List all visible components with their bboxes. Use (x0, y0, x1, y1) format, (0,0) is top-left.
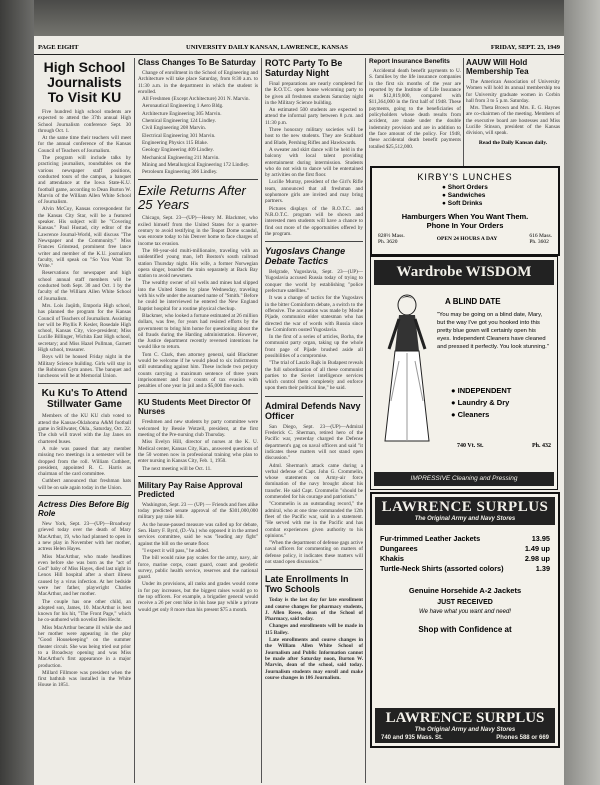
paragraph: Architecture Engineering 305 Marvin. (142, 110, 222, 117)
column-3 (265, 58, 363, 783)
paragraph: Engineering Physics 115 Blake. (142, 139, 209, 146)
kirby-footer (372, 230, 558, 245)
paragraph: Change of enrollment in the School of Engineering and Architecture will take place Saturday, from 8:30 a.m. to 11:30 a.m. in the department in which the student is enrolled. (138, 70, 258, 95)
paragraph: Mining and Metallurgical Engineering 172 Lindley. (142, 161, 250, 168)
wardrobe-list-item (451, 385, 511, 397)
paragraph: Alvin McCoy, Kansas correspondent for the Kansas City Star, will be a featured speaker. His subject will be "Covering Kansas." Paul Hustad, city editor of the Lawrence Journal-World, will discuss "The Newspaper and the Community." Miss Frances Grinstead, prominent free lance writer and member of the K.U. journalism faculty, will speak on "So You Want To Write." (38, 206, 131, 270)
article-rotc (265, 81, 363, 237)
headline-insurance: Report Insurance Benefits (369, 58, 450, 65)
paragraph: The bill would raise pay scales for the army, navy, air force, marine corps, coast guard, coast and geodetic survey, public health service, reserves and the national guard. (138, 555, 258, 581)
headline-military-pay: Military Pay Raise Approval Predicted (138, 480, 243, 499)
masthead: UNIVERSITY DAILY KANSAN, LAWRENCE, KANSAS (186, 44, 348, 51)
kirby-line2: Phone In Your Orders (426, 221, 504, 230)
paragraph: Five hundred high school students are expected to attend the 37th annual High School Journalism conference Sept. 30 through Oct. 1. (38, 109, 131, 134)
paragraph: The wealthy owner of oil wells and mines had slipped into the United States by plane Wednesday, traveling with his wife under the assumed name of "Smith." Before he could be interviewed he entered the New England Baptist hospital for a routine physical checkup. (138, 280, 258, 312)
paragraph: Electrical Engineering 301 Marvin. (142, 132, 216, 139)
surplus-price-list (372, 528, 558, 574)
article-insurance (369, 68, 461, 150)
column-rule (134, 58, 135, 783)
paragraph: It was a change of tactics for the Yugoslavs in the bitter Cominform debate, a switch to the offensive. The accusation was made by Moshe Pijade, communist elder statesman who has directed the war of words with Russia since the Cominform ousted Yugoslavia. (265, 295, 363, 333)
item-name: Dungarees (380, 544, 418, 553)
column-4 (369, 58, 461, 183)
ad-kirbys-lunches (370, 166, 560, 256)
ad-wardrobe-wisdom (370, 256, 558, 490)
wardrobe-list-item (451, 409, 511, 421)
wardrobe-list (451, 385, 511, 421)
surplus-shop: Shop with Confidence at (418, 625, 512, 634)
paragraph: Freshmen and new students by party committee were welcomed by Bessie Wotzell, president, at the first meeting of the Pre-nursing club Thursday. (138, 419, 258, 439)
paragraph: "When the department of defense gags active naval officers for commenting on matters of defense policy, it indicates these matters will not stand open discussion." (265, 540, 363, 565)
bullet-icon: ● (451, 410, 458, 419)
wardrobe-list-item (451, 397, 511, 409)
kirby-title: KIRBY'S LUNCHES (417, 172, 513, 182)
article-admiral (265, 424, 363, 566)
wardrobe-text: "You may be going on a blind date, Mary, but the way I've got you hooked into this pretty blue gown will certainly open his eyes. Independent Cleaners have cleaned and pressed it perfectly. You look stunning." (437, 312, 549, 350)
paragraph: Geology Engineering 409 Lindley. (142, 147, 214, 154)
paragraph: Washington, Sept. 23 — (UP) — Friends and foes alike today predicted senate approval of the $301,000,000 military pay raise bill. (138, 501, 258, 521)
paragraph: Three honorary military societies will be host to the new students. They are Scabbard and Blade, Pershing Rifles and Hawkwards. (265, 127, 363, 146)
paragraph: The American Association of University Women will hold its annual membership tea for University graduate women in Corbin hall from 3 to 5 p.m. Saturday. (466, 79, 560, 104)
article-journalists (38, 109, 131, 379)
headline-yugoslavs: Yugoslavs Change Debate Tactics (265, 246, 346, 267)
column-5 (466, 58, 560, 183)
item-name: Turtle-Neck Shirts (assorted colors) (380, 564, 504, 573)
wardrobe-list-label: INDEPENDENT (457, 386, 512, 395)
paragraph: Miss MacArthur, who made headlines even before she was born as the "act of God" baby of Miss Hayes, died last night in Lenox Hill hospital after a short illness caused by a virus infection. At her bedside were her father, playwright Charles MacArthur, and her mother. (38, 553, 131, 598)
wardrobe-list-label: Cleaners (457, 410, 490, 419)
page-header (34, 42, 564, 55)
paragraph: Members of the KU KU club voted to attend the Kansas-Oklahoma A&M football game in Stillwater, Okla., Saturday, Oct. 22. The club will travel with the Jay Janes on chartered buses. (38, 413, 131, 445)
paragraph: New York, Sept. 23—(UP)—Broadway grieved today over the death of Mary MacArthur, 19, who had planned to open in a new play in November with her mother, actress Helen Hayes. (38, 521, 131, 553)
item-name: Fur-trimmed Leather Jackets (380, 534, 481, 543)
paragraph: As the house-passed measure was called up for debate, Sen. Harry F. Byrd, (D.-Va.) who opposed it in the armed services committee, said he was "leading any fight" against the bill on the senate floor. (138, 521, 258, 547)
kirby-item (442, 200, 558, 208)
paragraph: A rule was passed that any member missing two meetings in a semester will be dropped from the roll. William Cuthbert, president, appointed R. C. Harris as chairman of the card committee. (38, 445, 131, 478)
headline-rotc: ROTC Party To Be Saturday Night (265, 58, 343, 78)
kirby-item-label: Sandwiches (447, 192, 486, 199)
paragraph: At the same time their teachers will meet for the annual conference of the Kansas Council of Teachers of Journalism. (38, 135, 131, 154)
paragraph: Mrs. Lois Jaqiith, Emporia High school, has planned the program for the Kansas Council of Teachers of Journalism. Assisting her will be Phyllis P. Kesler, Rosedale High school, Kansas City, vice-president; Miss Lucille Billinger, Wichita East High school, secretary; and Miss Hazel Pullman, Garnett High school, treasurer. (38, 302, 131, 353)
divider (38, 383, 131, 384)
wardrobe-address: 740 Vt. St. (457, 443, 484, 449)
kirby-item (442, 192, 558, 200)
wardrobe-footer: IMPRESSIVE Cleaning and Pressing (374, 472, 554, 486)
surplus-subtitle: The Original Army and Navy Stores (414, 516, 516, 522)
surplus-arrived: JUST RECEIVED (437, 599, 493, 606)
kirby-items (442, 184, 558, 208)
paragraph: An estimated 500 students are expected to attend the informal party between 8 p.m. and 11:30 p.m. (265, 107, 363, 126)
paragraph: "The trial of Laszlo Rajk in Budapest reveals the full subordination of all these communist parties to the Soviet intelligence services which control them completely and enforce upon them their political line," he said. (265, 360, 363, 392)
item-price: 2.98 up (524, 554, 550, 563)
article-yugoslavs (265, 269, 363, 392)
surplus-contact (375, 733, 555, 741)
paragraph: Adml. Sherman's attack came during a verbal defense of Capt. John G. Crommelin, whose statements on Army-air force domination of the navy brought about his transfer. He said Capt. Crommelin "should be commended for his courage and patriotism." (265, 462, 363, 501)
woman-in-gown-illustration (377, 291, 435, 451)
headline-journalists: High School Journalists To Visit KU (43, 59, 126, 105)
headline-late-enrollments: Late Enrollments In Two Schools (265, 574, 349, 595)
page-number: PAGE EIGHT (38, 44, 79, 51)
item-price: 1.49 up (524, 544, 550, 553)
paragraph: Today is the last day for late enrollment and course changes for pharmacy students, J. Allen Reese, dean of the School of Pharmacy, said today. (265, 597, 363, 623)
wardrobe-phone: Ph. 432 (531, 443, 551, 449)
paragraph: Chemical Engineering 124 Lindley. (142, 118, 216, 125)
paragraph: Cuthbert announced that freshman hats will be on sale again today in the Union. (38, 478, 131, 491)
item-price: 1.39 (535, 564, 550, 573)
surplus-subtitle-bottom: The Original Army and Navy Stores (414, 727, 516, 733)
paragraph: "I expect it will pass," he added. (142, 547, 210, 554)
left-background (0, 0, 34, 785)
surplus-item (380, 564, 550, 574)
kirby-right-phone: Ph. 3602 (529, 239, 549, 245)
bullet-icon: ● (451, 386, 458, 395)
paragraph: Aeronautical Engineering 1 Aero Bldg. (142, 103, 224, 110)
column-1 (38, 58, 131, 783)
kirby-left-phone: Ph. 3620 (378, 239, 398, 245)
paragraph: Boys will be housed Friday night in the Military Science building. Girls will stay in the Robinson Gym annex. The banquet and luncheons will be at Memorial Union. (38, 354, 131, 380)
column-rule (463, 58, 464, 173)
paragraph: Changes and enrollments will be made in 115 Bailey. (265, 623, 363, 636)
bullet-icon: ● (442, 200, 448, 207)
kirby-item-label: Soft Drinks (447, 200, 483, 207)
paragraph: Petroleum Engineering 306 Lindley. (142, 169, 218, 176)
paragraph: In the first of a series of articles, Borba, the communist party organ, taking up the whole front page of Pijade brushed aside all possibilities of a compromise. (265, 334, 363, 359)
surplus-top-banner (375, 497, 555, 525)
paragraph: Mechanical Engineering 211 Marvin. (142, 154, 220, 161)
wardrobe-list-label: Laundry & Dry (457, 398, 510, 407)
paragraph: Mrs. Theta Brown and Mrs. E. G. Haynes are co-chairmen of the meeting. Members of the executive board are hostesses and Miss Lucille Stinson, president of the Kansas division, will speak. (466, 105, 560, 137)
date-line: FRIDAY, SEPT. 23, 1949 (490, 44, 560, 51)
headline-aauw: AAUW Will Hold Membership Tea (466, 58, 529, 76)
wardrobe-contact (457, 443, 551, 449)
paragraph: Chicago, Sept. 23—(UP)—Henry M. Blackmer, who exiled himself from the United States for a quarter-century to avoid testifying in the Teapot Dome scandal, was enroute today to his Denver home to face charges of income tax evasion. (138, 215, 258, 247)
kirby-line1: Hamburgers When You Want Them. (401, 212, 529, 221)
paragraph: Blackmer, who looked a fortune estimated at 26 million dollars, was free, for years had resisted efforts by the government to bring him home for questioning about the oil frauds during the Harding administration. However, the Justice department recently reversed intentions he would like to return. (138, 312, 258, 351)
paragraph: The couple has one other child, an adopted son, James, 10. MacArthur is best known for his hit, "The Front Page," which he co-authored with novelist Ben Hecht. (38, 598, 131, 624)
headline-exile: Exile Returns After 25 Years (138, 183, 246, 213)
article-exile (138, 215, 258, 389)
surplus-brand: LAWRENCE SURPLUS (381, 499, 549, 515)
headline-admiral: Admiral Defends Navy Officer (265, 400, 361, 421)
paragraph: All Freshmen (Except Architecture) 201 N. Marvin. (142, 96, 250, 103)
kirby-left-address: 828½ Mass. (378, 233, 405, 239)
kirby-right (529, 233, 552, 245)
article-kuku (38, 413, 131, 491)
divider (265, 569, 363, 570)
column-2 (138, 58, 258, 783)
kirby-left (378, 233, 405, 245)
surplus-brand-bottom: LAWRENCE SURPLUS (385, 710, 545, 726)
headline-class-changes: Class Changes To Be Saturday (138, 58, 256, 67)
headline-actress: Actress Dies Before Big Role (38, 500, 130, 519)
headline-kuku: Ku Ku's To Attend Stillwater Game (41, 388, 128, 411)
surplus-bottom-banner (375, 708, 555, 743)
paragraph: Accidental death benefit payments to U. S. families by the life insurance companies in the first six months of the year are reported by the Institute of Life Insurance as $12,819,000, compared with $11,364,000 in the first half of 1948. These payments, going to the beneficiaries of policyholders whose death results from accident, are made under the double indemnity provision and are in addition to the face amount of the policy. For 1948, these accidental death benefit payments totalled $25,512,000. (369, 68, 461, 150)
paragraph: Final preparations are nearly completed for the R.O.T.C. open house welcoming party to be given all freshmen students Saturday night in the Military Science building. (265, 81, 363, 106)
tagline: Read the Daily Kansan daily. (478, 139, 548, 146)
divider (138, 476, 258, 477)
bullet-icon: ● (442, 184, 448, 191)
paragraph: Reservations for newspaper and high school annual staff members will be conducted both Sept. 30 and Oct. 1 by the faculty of the William Allen White School of Journalism. (38, 270, 131, 302)
paragraph: Pictures displays of the R.O.T.C. and N.R.O.T.C. program will be shown and interested men students will have a chance to find out more of the opportunities offered by the program. (265, 205, 363, 237)
article-late-enrollments (265, 597, 363, 681)
paragraph: A sweater and skirt dance will be held in the balcony with local talent providing entertainment during intermission. Students who do not wish to dance will be entertained by activities on the first floor. (265, 146, 363, 179)
divider (265, 241, 363, 242)
surplus-phones: Phones 588 or 669 (496, 735, 549, 741)
paragraph: Under its provisions, all ranks and grades would come in for pay increases, but the biggest raises would go to the top officers. For example, a brigadier general would receive a 26 per cent hike in his base pay while a private would get only 8 more than his present $75 a month. (138, 581, 258, 613)
paragraph: Miss MacArthur became ill while she and her mother were appearing in the play "Good Housekeeping" on the summer theater circuit. She was being tried out prior to a Broadway opening and was Miss MacArthur's first appearance in a major production. (38, 624, 131, 669)
divider (38, 495, 131, 496)
article-class-changes (138, 70, 258, 175)
paragraph: Civil Engineering 208 Marvin. (142, 125, 206, 132)
article-aauw (466, 79, 560, 137)
paragraph: "Crommelin is an outstanding record," the admiral, who at one time commanded the 12th fleet of the Pacific war, said in a statement. "He served with me in the Pacific and has combat experiences given authority to his opinions." (265, 501, 363, 539)
article-nurses (138, 419, 258, 471)
paragraph: Miss Evelyn Hill, director of nurses at the K. U. Medical center, Kansas City, Kan., answered questions of the 50 women now in professional training who plan to enter nursing in Kansas City, Feb. 1, 1950. (138, 439, 258, 465)
paragraph: Millard Fillmore was president when the first bathtub was installed in the White House in 1851. (38, 669, 131, 689)
surplus-genuine: Genuine Horsehide A-2 Jackets (408, 586, 522, 595)
divider (138, 179, 258, 180)
wardrobe-brand: Wardrobe WISDOM (374, 260, 554, 285)
column-rule (365, 58, 366, 783)
surplus-item (380, 554, 550, 564)
kirby-item-label: Short Orders (447, 184, 488, 191)
column-rule (261, 58, 262, 783)
surplus-item (380, 544, 550, 554)
paragraph: The program will include talks by practicing journalists, roundtables on the various newspaper staff positions, conducted tours of the campus, a banquet and attendance at the Iowa State-K.U. football game, according to Dean Burton W. Marvin of the William Allen White School of Journalism. (38, 155, 131, 206)
wardrobe-headline: A BLIND DATE (445, 297, 501, 306)
newspaper-page (34, 36, 564, 785)
paragraph: Late enrollments and course changes in the William Allen White School of Journalism and Public Information cannot be made after Saturday noon, Burton W. Marvin, dean of the school, said today. Journalism students may enroll and make course changes in 106 Journalism. (265, 637, 363, 681)
right-background (564, 0, 600, 785)
kirby-hours: OPEN 24 HOURS A DAY (436, 236, 498, 242)
ad-lawrence-surplus (370, 492, 560, 748)
kirby-right-address: 616 Mass. (529, 233, 552, 239)
paragraph: Belgrade, Yugoslavia, Sept. 23—(UP)—Yugoslavia accused Russia today of trying to conquer the world by establishing "police prefecture satellites." (265, 269, 363, 295)
divider (265, 396, 363, 397)
paragraph: San Diego, Sept. 23—(UP)—Admiral Frederick C. Sherman, retired hero of the Pacific war, yesterday charged the Defense department's gag on naval officers and said "it indicates these matters will not stand open discussion." (265, 423, 363, 462)
item-name: Khakis (380, 554, 404, 563)
paragraph: The next meeting will be Oct. 11. (142, 465, 212, 472)
paragraph: The 80-year-old multi-millionaire, traveling with an unidentified young man, left Boston's south railroad station Thursday night. His wife, a former Norwegian opera singer, boarded the train separately at Back Bay station to avoid newsmen. (138, 247, 258, 280)
paragraph: Lucille Murray, president of the Girl's Rifle team, announced that all freshman and sophomore girls are invited and may bring partners. (265, 179, 363, 205)
surplus-item (380, 534, 550, 544)
top-background (0, 0, 600, 36)
bullet-icon: ● (442, 192, 448, 199)
surplus-address: 740 and 935 Mass. St. (381, 735, 443, 741)
divider (138, 393, 258, 394)
article-military-pay (138, 502, 258, 613)
kirby-item (442, 184, 558, 192)
paragraph: Tom C. Clark, then attorney general, said Blackmer would be welcome if he would plead to six indictments still outstanding against him. These include two perjury counts carrying a maximum sentence of three years imprisonment and four counts of tax evasion with penalties of one year in jail and a $5,000 fine each. (138, 351, 258, 390)
surplus-we-have: We have what you want and need! (419, 609, 511, 615)
headline-nurses: KU Students Meet Director Of Nurses (138, 398, 251, 417)
item-price: 13.95 (531, 534, 550, 543)
bullet-icon: ● (451, 398, 458, 407)
article-actress (38, 521, 131, 689)
